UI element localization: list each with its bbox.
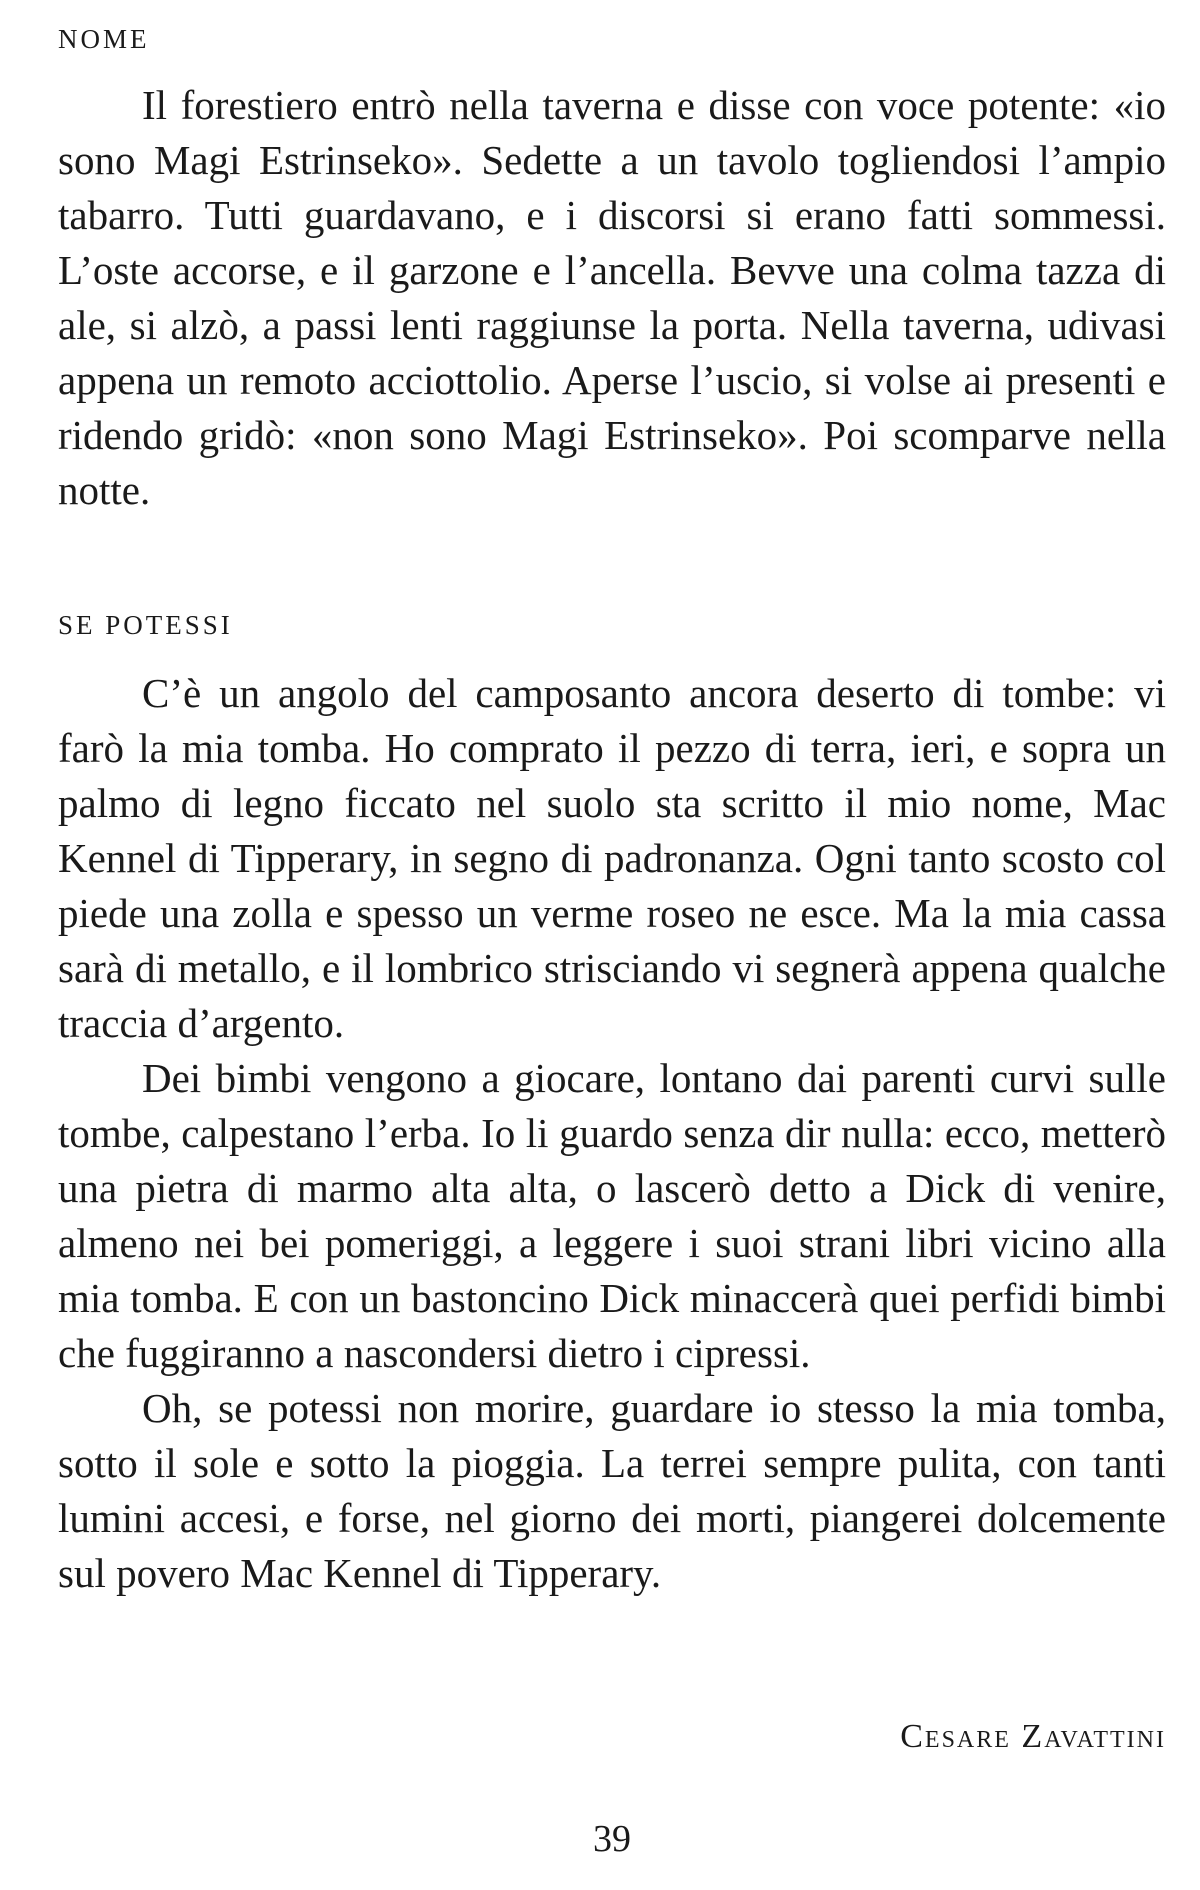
page-number: 39 [593, 1818, 631, 1860]
paragraph-se-potessi-2: Dei bimbi vengono a giocare, lontano dai parenti curvi sulle tombe, calpestano l’erba. Io li guardo senza dir nulla: ecco, metterò una pietra di marmo alta alta, o lascerò detto a Dick di venire, almeno nei bei pomeriggi, a leggere i suoi strani libri vicino alla mia tomba. E con un bastoncino Dick minaccerà quei perfidi bimbi che fuggiranno a nascondersi dietro i cipressi. [58, 1055, 1166, 1376]
section-title-nome: NOME [58, 24, 150, 54]
paragraph-se-potessi-3: Oh, se potessi non morire, guardare io stesso la mia tomba, sotto il sole e sotto la pioggia. La terrei sempre pulita, con tanti lumini accesi, e forse, nel giorno dei morti, piangerei dolcemente sul povero Mac Kennel di Tipperary. [58, 1385, 1166, 1596]
author-signature: Cesare Zavattini [900, 1718, 1166, 1755]
section-title-se-potessi: SE POTESSI [58, 610, 233, 640]
paragraph-nome: Il forestiero entrò nella taverna e disse con voce potente: «io sono Magi Estrinseko». Sedette a un tavolo togliendosi l’ampio tabarro. Tutti guardavano, e i discorsi si erano fatti sommessi. L’oste accorse, e il garzone e l’ancella. Bevve una colma tazza di ale, si alzò, a passi lenti raggiunse la porta. Nella taverna, udivasi appena un remoto acciottolio. Aperse l’uscio, si volse ai presenti e ridendo gridò: «non sono Magi Estrinseko». Poi scomparve nella notte. [58, 82, 1166, 513]
section-body-nome [58, 78, 1166, 518]
paragraph-se-potessi-1: C’è un angolo del camposanto ancora deserto di tombe: vi farò la mia tomba. Ho comprato il pezzo di terra, ieri, e sopra un palmo di legno ficcato nel suolo sta scritto il mio nome, Mac Kennel di Tipperary, in segno di padronanza. Ogni tanto scosto col piede una zolla e spesso un verme roseo ne esce. Ma la mia cassa sarà di metallo, e il lombrico strisciando vi segnerà appena qualche traccia d’argento. [58, 670, 1166, 1046]
book-page [58, 0, 1166, 1890]
section-body-se-potessi [58, 666, 1166, 1601]
